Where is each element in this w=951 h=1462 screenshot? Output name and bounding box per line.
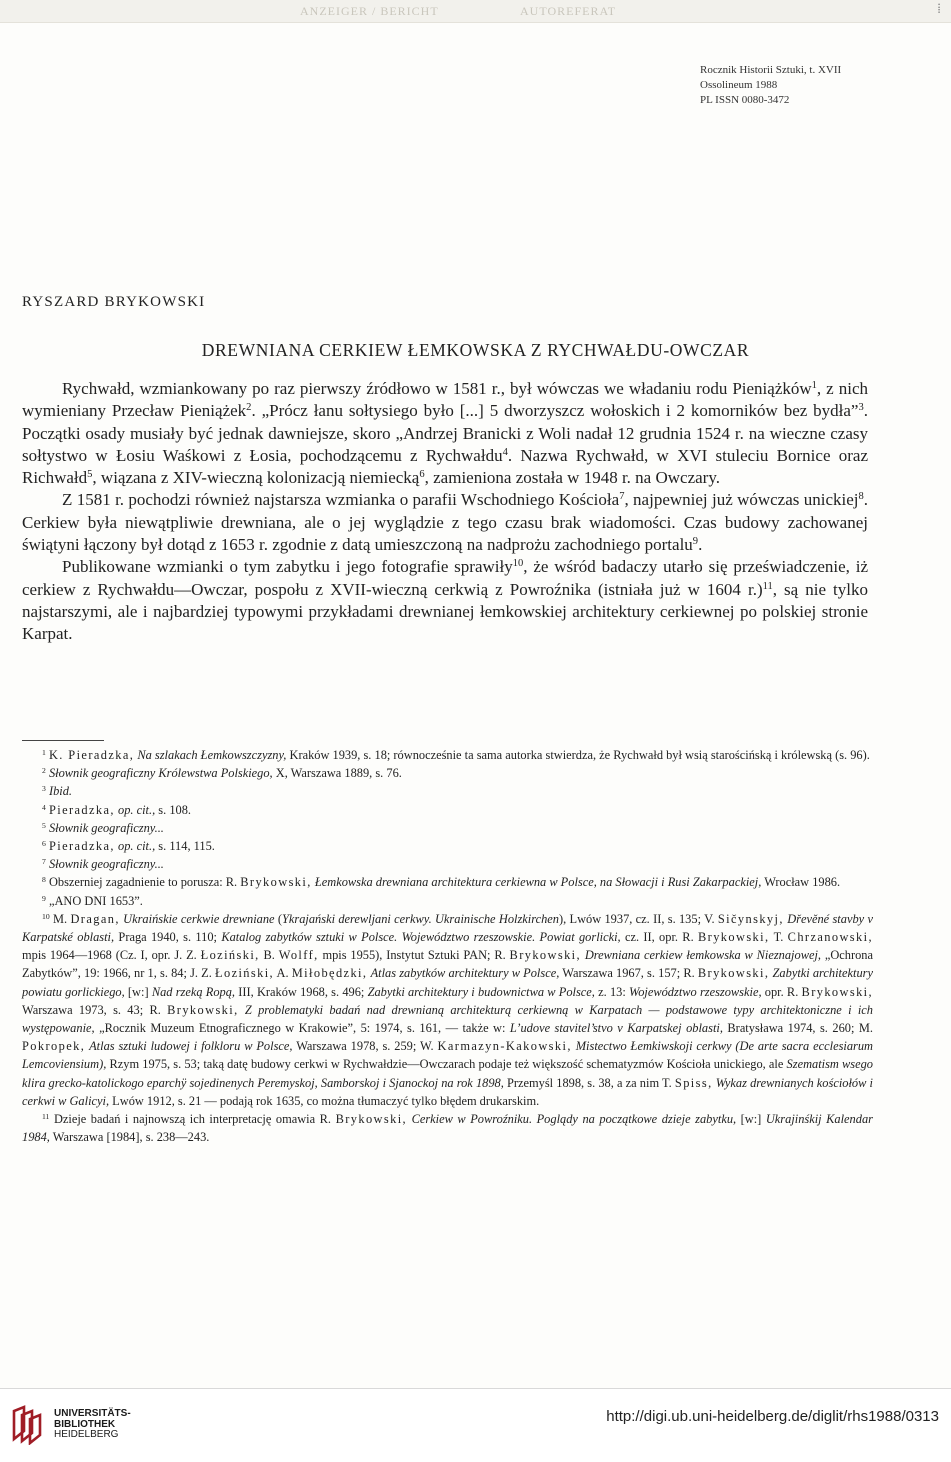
permalink-url[interactable]: http://digi.ub.uni-heidelberg.de/diglit/rhs1988/0313 [606,1408,939,1425]
university-library-logo [8,1403,48,1450]
footnote-ref[interactable]: 6 [419,469,425,481]
library-name-line: HEIDELBERG [54,1429,119,1440]
viewer-footer [0,1388,951,1462]
footnote-6: $^6$ Pieradzka, op. cit., s. 114, 115. [42,838,215,854]
footnote-9: $^9$ „ANO DNI 1653”. [42,893,143,908]
library-name-line: UNIVERSITÄTS- [54,1408,131,1419]
issn: PL ISSN 0080-3472 [700,94,790,106]
journal-title: Rocznik Historii Sztuki, t. XVII [700,64,842,76]
footnote-ref[interactable]: 7 [619,491,625,503]
footnote-ref[interactable]: 8 [858,491,864,503]
footnote-ref[interactable]: 5 [87,469,93,481]
bleed-through-text: AUTOREFERAT [520,4,617,18]
footnote-4: $^4$ Pieradzka, op. cit., s. 108. [42,802,191,817]
footnote-11: $^{11}$ Dzieje badań i najnowszą ich interpretację omawia R. Brykowski, Cerkiew w Powroźniku. Poglądy na początkowe dzieje zabytku, [w:] Ukrajinśkij Kalendar 1984, Warszawa [1984], s. 238—243. [22,1111,873,1145]
library-name-line: BIBLIOTHEK [54,1418,116,1430]
footnote-ref[interactable]: 4 [502,447,508,459]
journal-meta [700,63,841,108]
footnote-8: $^8$ Obszerniej zagadnienie to porusza: R. Brykowski, Łemkowska drewniana architektura cerkiewna w Polsce, na Słowacji i Rusi Zakarpackiej, Wrocław 1986. [42,875,841,890]
library-emblem-icon [8,1403,48,1445]
footnote-7: $^7$ Słownik geograficzny... [42,857,164,872]
footnote-divider [22,740,104,741]
article-title: DREWNIANA CERKIEW ŁEMKOWSKA Z RYCHWAŁDU-OWCZAR [201,340,750,360]
paragraph-3: Publikowane wzmianki o tym zabytku i jego fotografie sprawiły$^{10}$, że wśród badaczy utarło się przeświadczenie, iż cerkiew z Rychwałdu—Owczar, pospołu z XVII-wieczną cerkwią z Powroźnika (istniała już w 1604 r.)$^{11}$, są nie tylko najstarszymi, ale i najbardziej typowymi przykładami drewnianej łemkowskiej architektury cerkiewnej po polskiej stronie Karpat. [22,557,868,644]
bleed-through-text: ANZEIGER / BERICHT [300,4,439,18]
paragraph-1: Rychwałd, wzmiankowany po raz pierwszy źródłowo w 1581 r., był wówczas we władaniu rodu Pieniążków$^1$, z nich wymieniany Przecław Pieniążek$^2$. „Prócz łanu sołtysiego było [...] 5 dworzyszcz wołoskich i 2 komorników bez bydła”$^3$. Początki osady musiały być jednak dawniejsze, skoro „Andrzej Branicki z Woli nadał 12 grudnia 1524 r. na wieczne czasy sołtystwo w Łosiu Waśkowi z Łosia, pochodzącemu z Rychwałdu$^4$. Nazwa Rychwałd, w XVI stuleciu Bornice oraz Richwałd$^5$, wiązana z XIV-wieczną kolonizacją niemiecką$^6$, zamieniona została w 1948 r. na Owczary. [22,379,869,488]
footnote-1: $^1$ K. Pieradzka, Na szlakach Łemkowszczyzny, Kraków 1939, s. 18; równocześnie ta sama autorka stwierdza, że Rychwałd był wsią starościńską i królewską (s. 96). [42,747,870,762]
footnote-ref[interactable]: 10 [512,558,524,570]
footnote-10: $^{10}$ M. Dragan, Ukraińskie cerkwie drewniane (Ykrajański derewljani cerkwy. Ukrainische Holzkirchen), Lwów 1937, cz. II, s. 135; V. Sičynskyj, Dřevěné stavby v Karpatské oblasti, Praga 1940, s. 110; Katalog zabytków sztuki w Polsce. Województwo rzeszowskie. Powiat gorlicki, cz. II, opr. R. Brykowski, T. Chrzanowski, mpis 1964—1968 (Cz. I, opr. J. Z. Łoziński, B. Wolff, mpis 1955), Instytut Sztuki PAN; R. Brykowski, Drewniana cerkiew łemkowska w Nieznajowej, „Ochrona Zabytków”, 19: 1966, nr 1, s. 84; J. Z. Łoziński, A. Miłobędzki, Atlas zabytków architektury w Polsce, Warszawa 1967, s. 157; R. Brykowski, Zabytki architektury powiatu gorlickiego, [w:] Nad rzeką Ropą, III, Kraków 1968, s. 496; Zabytki architektury i budownictwa w Polsce, z. 13: Województwo rzeszowskie, opr. R. Brykowski, Warszawa 1973, s. 43; R. Brykowski, Z problematyki badań nad drewnianą architekturą cerkiewną w Karpatach — podstawowe typy architektoniczne i ich występowanie, „Rocznik Muzeum Etnograficznego w Krakowie”, 5: 1974, s. 161, — także w: L’udove stavitel’stvo v Karpatskej oblasti, Bratysława 1974, s. 260; M. Pokropek, Atlas sztuki ludowej i folkloru w Polsce, Warszawa 1978, s. 259; W. Karmazyn-Kakowski, Mistectwo Łemkiwskoji cerkwy (De arte sacra ecclesiarum Lemcoviensium), Rzym 1975, s. 53; taką datę budowy cerkwi w Rychwałdzie—Owczarach podaje też większość schematyzmów Kościoła unickiego, ale Szematism wsego klira grecko-katolickogo eparchÿ sojedinenych Peremyskoj, Samborskoj i Sjanockoj na rok 1898, Przemyśl 1898, s. 38, a za nim T. Spiss, Wykaz drewnianych kościołów i cerkwi w Galicyi, Lwów 1912, s. 21 — podają rok 1635, co można tłumaczyć tylko błędem drukarskim. [22,911,874,1108]
publisher: Ossolineum 1988 [700,79,778,91]
footnote-3: $^3$ Ibid. [42,784,73,799]
article-author: RYSZARD BRYKOWSKI [22,294,206,310]
footnote-ref[interactable]: 3 [858,402,864,414]
footnote-2: $^2$ Słownik geograficzny Królewstwa Polskiego, X, Warszawa 1889, s. 76. [42,765,402,781]
footnote-ref[interactable]: 2 [246,402,252,414]
footnote-ref[interactable]: 11 [762,580,773,592]
footnote-ref[interactable]: 1 [811,380,817,392]
footnote-ref[interactable]: 9 [692,536,699,548]
scan-bleed-strip [0,0,951,23]
library-name [54,1409,131,1441]
footnotes [22,746,873,1146]
corner-mark: ⁞ [937,2,941,17]
footnote-5: $^5$ Słownik geograficzny... [42,820,164,835]
article-body [22,378,868,646]
paragraph-2: Z 1581 r. pochodzi również najstarsza wzmianka o parafii Wschodniego Kościoła$^7$, najpewniej już wówczas unickiej$^8$. Cerkiew była niewątpliwie drewniana, ale o jej wyglądzie z tego czasu brak wiadomości. Czas budowy zachowanej świątyni łączony był dotąd z 1653 r. zgodnie z datą umieszczoną na nadprożu zachodniego portalu$^9$. [22,490,869,555]
